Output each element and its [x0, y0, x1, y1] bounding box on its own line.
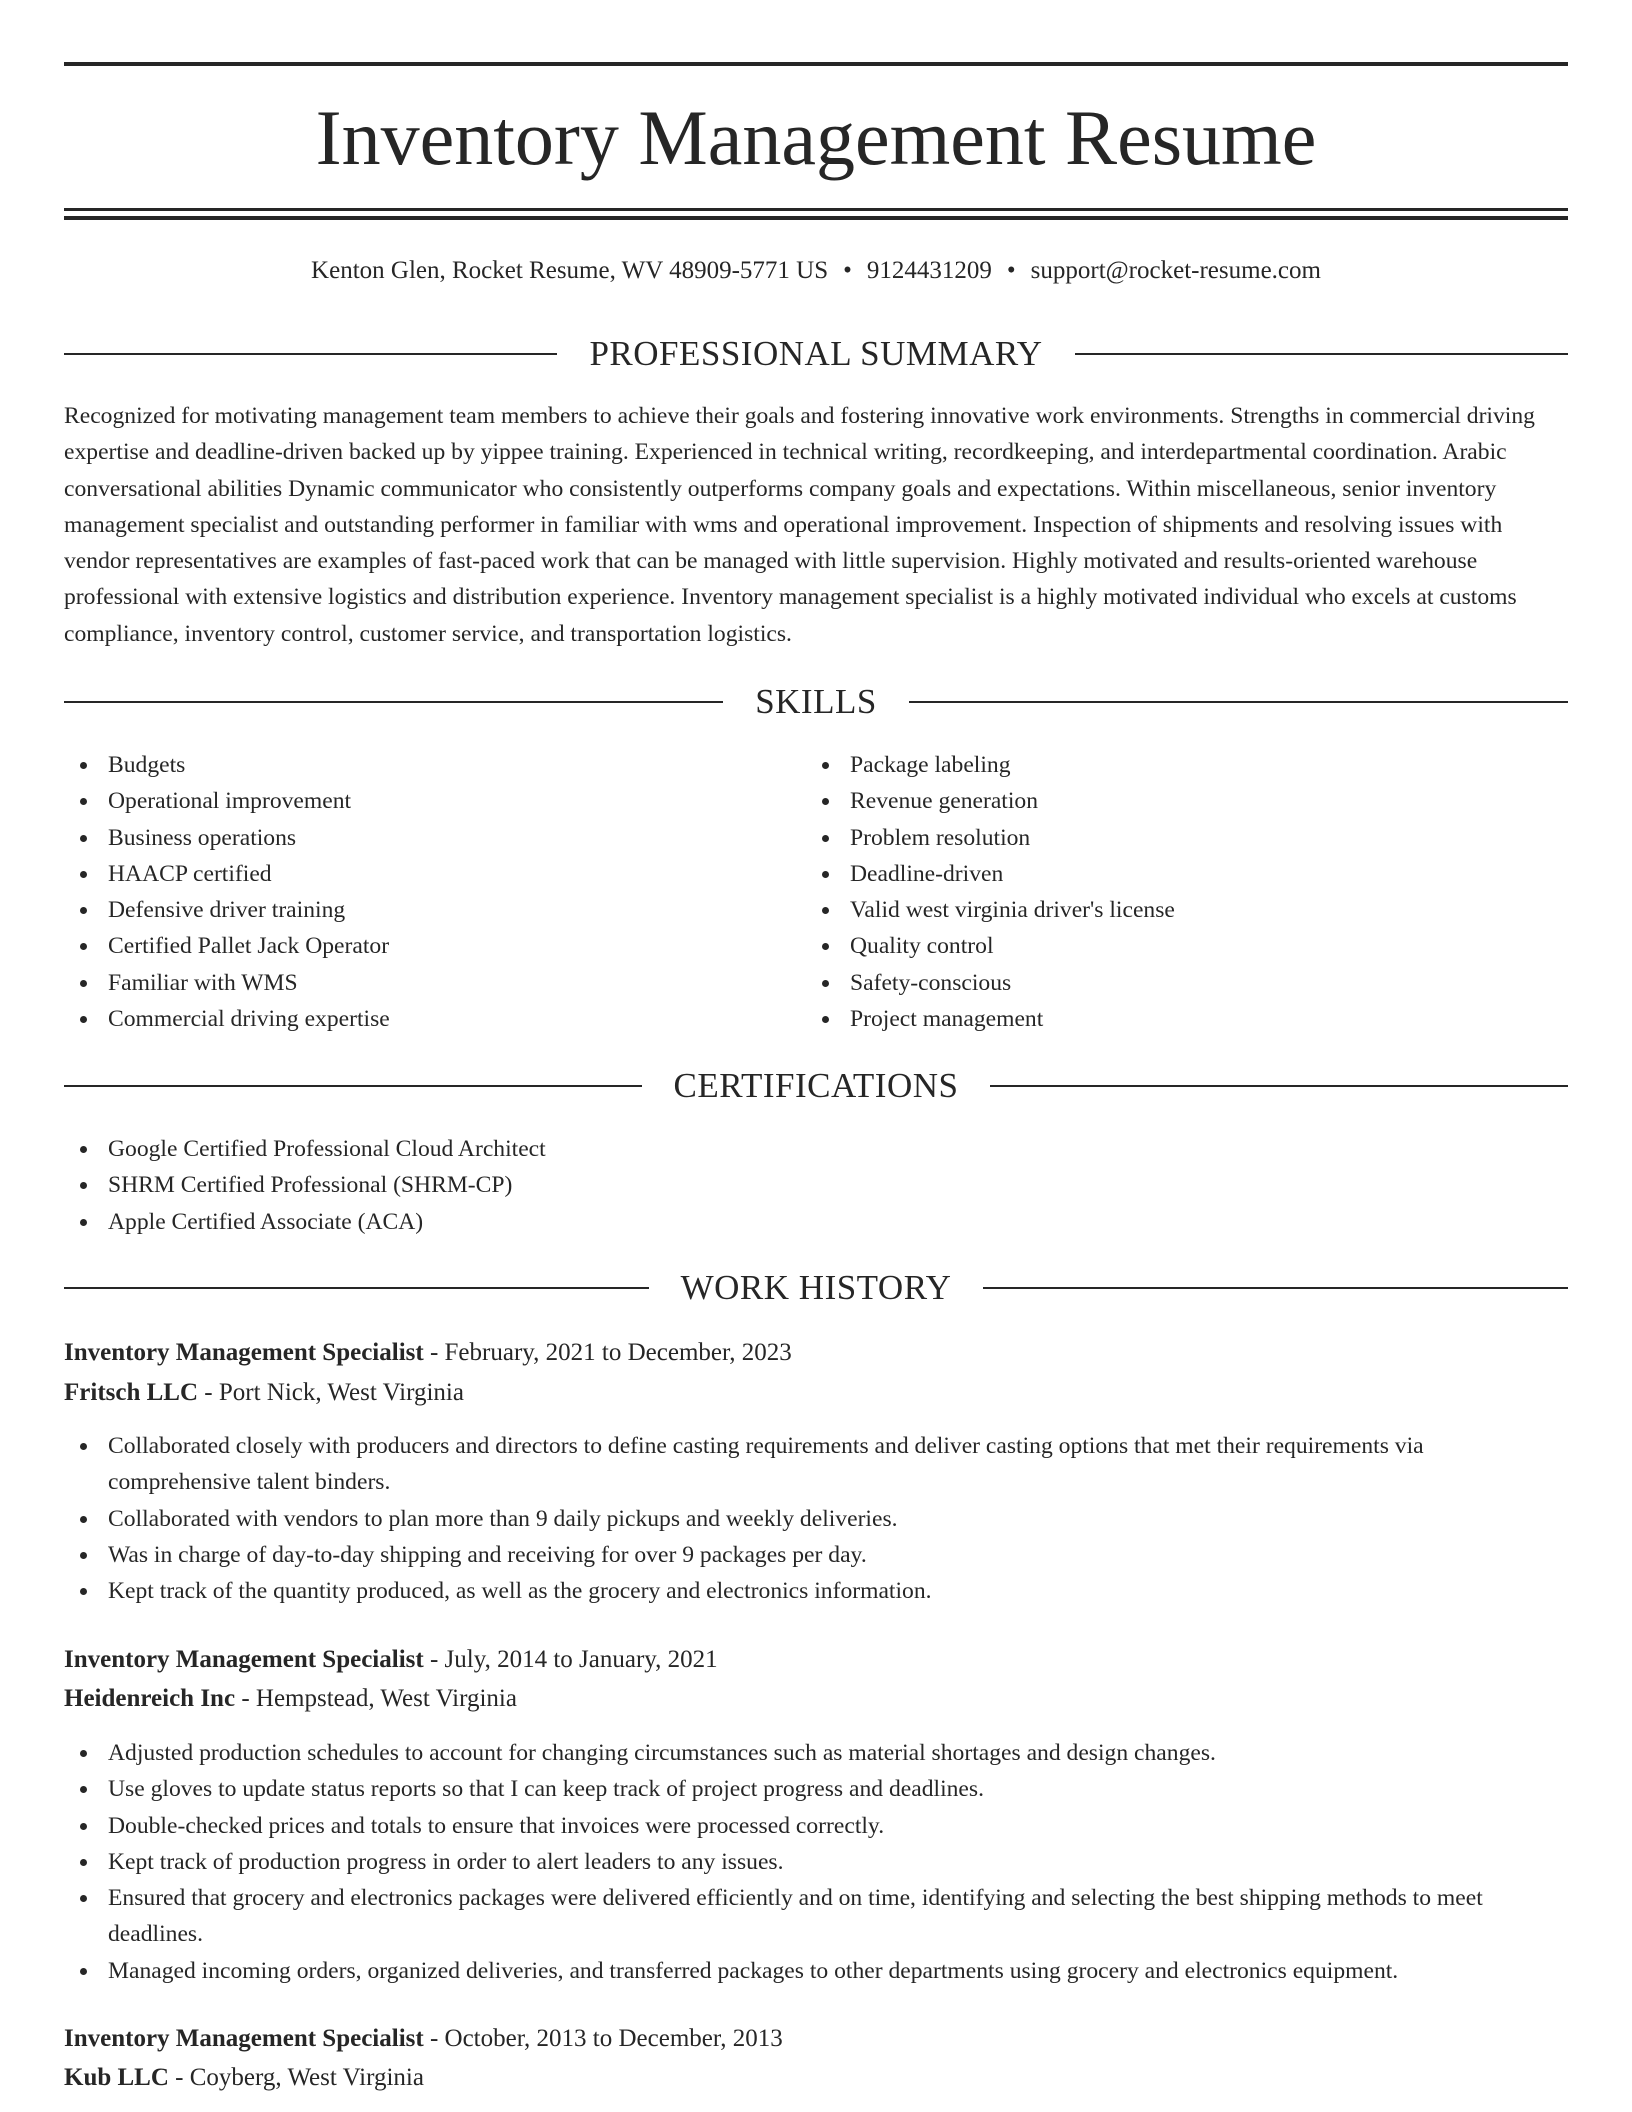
skill-item: Quality control: [806, 928, 1568, 964]
job-title: Inventory Management Specialist: [64, 1646, 424, 1673]
work-history-heading: WORK HISTORY: [680, 1268, 952, 1307]
skill-item: Familiar with WMS: [64, 965, 764, 1001]
contact-separator: •: [843, 257, 852, 284]
job-bullets: [64, 1735, 1568, 1989]
job-company-line: [64, 1374, 1568, 1412]
job-title-line: [64, 1641, 1568, 1679]
skill-item: Certified Pallet Jack Operator: [64, 928, 764, 964]
job-title: Inventory Management Specialist: [64, 2025, 424, 2052]
heading-rule-right: [909, 701, 1568, 703]
job-bullet: Double-checked prices and totals to ensure that invoices were processed correctly.: [64, 1808, 1568, 1844]
skills-heading: SKILLS: [755, 682, 877, 721]
skills-section-heading: [64, 680, 1568, 724]
summary-text: Recognized for motivating management team members to achieve their goals and fostering innovative work environments. Strengths in commercial driving expertise and deadline-driven backed up by yippee training. Experienced in technical writing, recordkeeping, and interdepartmental coordination. Arabic conversational abilities Dynamic communicator who consistently outperforms company goals and expectations. Within miscellaneous, senior inventory management specialist and outstanding performer in familiar with wms and operational improvement. Inspection of shipments and resolving issues with vendor representatives are examples of fast-paced work that can be managed with little supervision. Highly motivated and results-oriented warehouse professional with extensive logistics and distribution experience. Inventory management specialist is a highly motivated individual who excels at customs compliance, inventory control, customer service, and transportation logistics.: [64, 403, 1535, 647]
skill-item: HAACP certified: [64, 856, 764, 892]
job-title-line: [64, 2020, 1568, 2058]
job-dates: February, 2021 to December, 2023: [444, 1339, 792, 1366]
summary-section-heading: [64, 332, 1568, 376]
certification-item: SHRM Certified Professional (SHRM-CP): [64, 1167, 1568, 1203]
certifications-list: [64, 1131, 1568, 1240]
job-location: Coyberg, West Virginia: [189, 2064, 424, 2091]
job-bullet: Managed incoming orders, organized deliveries, and transferred packages to other departments using grocery and electronics equipment.: [64, 1953, 1568, 1989]
job-bullet: Was in charge of day-to-day shipping and receiving for over 9 packages per day.: [64, 1537, 1568, 1573]
skill-item: Revenue generation: [806, 783, 1568, 819]
heading-rule-left: [64, 1085, 642, 1087]
skill-item: Operational improvement: [64, 783, 764, 819]
dash: -: [423, 1646, 445, 1673]
heading-rule-right: [1075, 353, 1568, 355]
heading-rule-left: [64, 1287, 649, 1289]
dash: -: [235, 1685, 256, 1712]
skills-list-right: [806, 747, 1568, 1037]
skill-item: Business operations: [64, 820, 764, 856]
skill-item: Valid west virginia driver's license: [806, 892, 1568, 928]
title-double-rule: [64, 208, 1568, 220]
dash: -: [198, 1379, 219, 1406]
skill-item: Deadline-driven: [806, 856, 1568, 892]
certification-item: Google Certified Professional Cloud Architect: [64, 1131, 1568, 1167]
job-dates: July, 2014 to January, 2021: [444, 1646, 718, 1673]
job-company: Fritsch LLC: [64, 1379, 199, 1406]
skill-item: Safety-conscious: [806, 965, 1568, 1001]
heading-rule-left: [64, 353, 557, 355]
job-location: Port Nick, West Virginia: [218, 1379, 464, 1406]
skills-list-left: [64, 747, 764, 1037]
job-dates: October, 2013 to December, 2013: [444, 2025, 783, 2052]
heading-rule-right: [990, 1085, 1568, 1087]
job-company: Heidenreich Inc: [64, 1685, 236, 1712]
heading-rule-right: [983, 1287, 1568, 1289]
job-bullet: Kept track of production progress in order to alert leaders to any issues.: [64, 1844, 1568, 1880]
certifications-heading: CERTIFICATIONS: [673, 1066, 959, 1105]
resume-title: Inventory Management Resume: [315, 94, 1317, 181]
skill-item: Budgets: [64, 747, 764, 783]
skill-item: Defensive driver training: [64, 892, 764, 928]
job-company-line: [64, 2059, 1568, 2097]
summary-heading: PROFESSIONAL SUMMARY: [589, 334, 1043, 373]
job-bullet: Collaborated with vendors to plan more than 9 daily pickups and weekly deliveries.: [64, 1501, 1568, 1537]
certification-item: Apple Certified Associate (ACA): [64, 1204, 1568, 1240]
top-rule: [64, 62, 1568, 66]
skill-item: Project management: [806, 1001, 1568, 1037]
skill-item: Commercial driving expertise: [64, 1001, 764, 1037]
job-location: Hempstead, West Virginia: [255, 1685, 517, 1712]
work-history-section-heading: [64, 1266, 1568, 1310]
certifications-section-heading: [64, 1064, 1568, 1108]
skill-item: Problem resolution: [806, 820, 1568, 856]
job-bullets: [64, 1428, 1568, 1609]
dash: -: [168, 2064, 190, 2091]
contact-phone: 9124431209: [866, 257, 992, 284]
skill-item: Package labeling: [806, 747, 1568, 783]
job-company: Kub LLC: [64, 2064, 169, 2091]
dash: -: [423, 2025, 445, 2052]
contact-email: support@rocket-resume.com: [1030, 257, 1321, 284]
contact-line: [64, 253, 1568, 289]
dash: -: [423, 1339, 445, 1366]
contact-separator: •: [1006, 257, 1016, 284]
job-bullet: Collaborated closely with producers and directors to define casting requirements and deliver casting options that met their requirements via comprehensive talent binders.: [64, 1428, 1568, 1501]
job-bullet: Ensured that grocery and electronics packages were delivered efficiently and on time, identifying and selecting the best shipping methods to meet deadlines.: [64, 1880, 1568, 1953]
heading-rule-left: [64, 701, 723, 703]
job-company-line: [64, 1680, 1568, 1718]
contact-address: Kenton Glen, Rocket Resume, WV 48909-5771 US: [311, 257, 829, 284]
job-bullet: Kept track of the quantity produced, as well as the grocery and electronics information.: [64, 1573, 1568, 1609]
job-title: Inventory Management Specialist: [64, 1339, 424, 1366]
job-title-line: [64, 1334, 1568, 1372]
job-bullet: Adjusted production schedules to account for changing circumstances such as material shortages and design changes.: [64, 1735, 1568, 1771]
job-bullet: Use gloves to update status reports so that I can keep track of project progress and deadlines.: [64, 1771, 1568, 1807]
